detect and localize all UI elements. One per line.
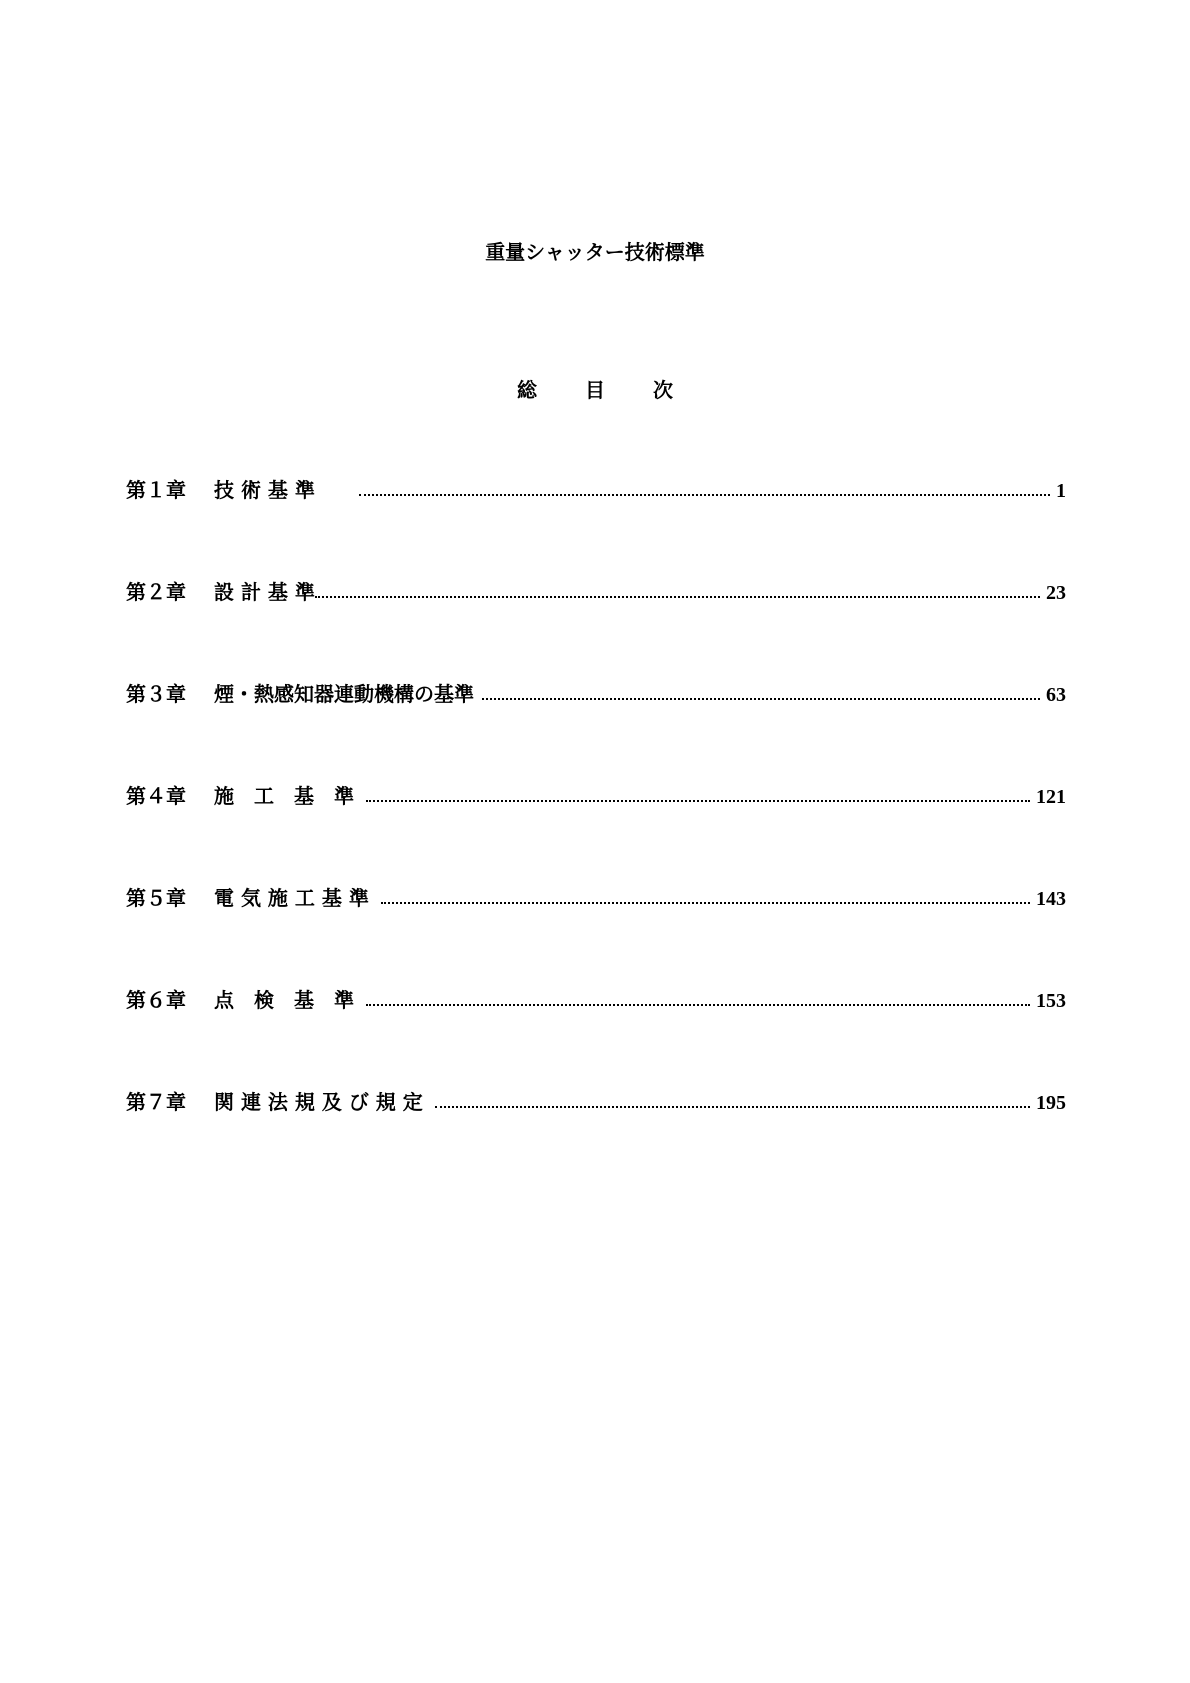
chapter-number: 第６章 (126, 988, 186, 1012)
dot-leader (381, 902, 1030, 904)
chapter-title: 施 工 基 準 (214, 784, 354, 808)
chapter-number: 第２章 (126, 580, 186, 604)
chapter-number: 第４章 (126, 784, 186, 808)
chapter-title: 関 連 法 規 及 び 規 定 (214, 1090, 423, 1114)
chapter-title: 煙・熱感知器連動機構の基準 (214, 682, 474, 706)
page-number: 63 (1046, 684, 1066, 706)
toc-entry-chapter-4 (126, 780, 1066, 814)
toc-entry-chapter-6 (126, 984, 1066, 1018)
toc-heading-char-1: 総 (517, 378, 537, 402)
table-of-contents (126, 474, 1066, 1188)
chapter-title: 設 計 基 準 (214, 580, 315, 604)
page-number: 153 (1036, 990, 1066, 1012)
chapter-title: 電 気 施 工 基 準 (214, 886, 369, 910)
page-number: 195 (1036, 1092, 1066, 1114)
page-number: 23 (1046, 582, 1066, 604)
toc-entry-chapter-3 (126, 678, 1066, 712)
toc-entry-chapter-1 (126, 474, 1066, 508)
chapter-number: 第５章 (126, 886, 186, 910)
dot-leader (435, 1106, 1030, 1108)
page-number: 143 (1036, 888, 1066, 910)
chapter-number: 第７章 (126, 1090, 186, 1114)
page-number: 1 (1056, 480, 1066, 502)
chapter-title: 技 術 基 準 (214, 478, 315, 502)
toc-entry-chapter-5 (126, 882, 1066, 916)
document-title: 重量シャッター技術標準 (485, 240, 705, 264)
dot-leader (359, 494, 1050, 496)
dot-leader (482, 698, 1040, 700)
dot-leader (315, 596, 1040, 598)
toc-heading-char-2: 目 (585, 378, 605, 402)
chapter-title: 点 検 基 準 (214, 988, 354, 1012)
dot-leader (366, 1004, 1030, 1006)
toc-heading-char-3: 次 (653, 378, 673, 402)
chapter-number: 第３章 (126, 682, 186, 706)
page-number: 121 (1036, 786, 1066, 808)
toc-heading (0, 374, 1190, 403)
chapter-number: 第１章 (126, 478, 186, 502)
toc-entry-chapter-7 (126, 1086, 1066, 1120)
dot-leader (366, 800, 1030, 802)
toc-entry-chapter-2 (126, 576, 1066, 610)
